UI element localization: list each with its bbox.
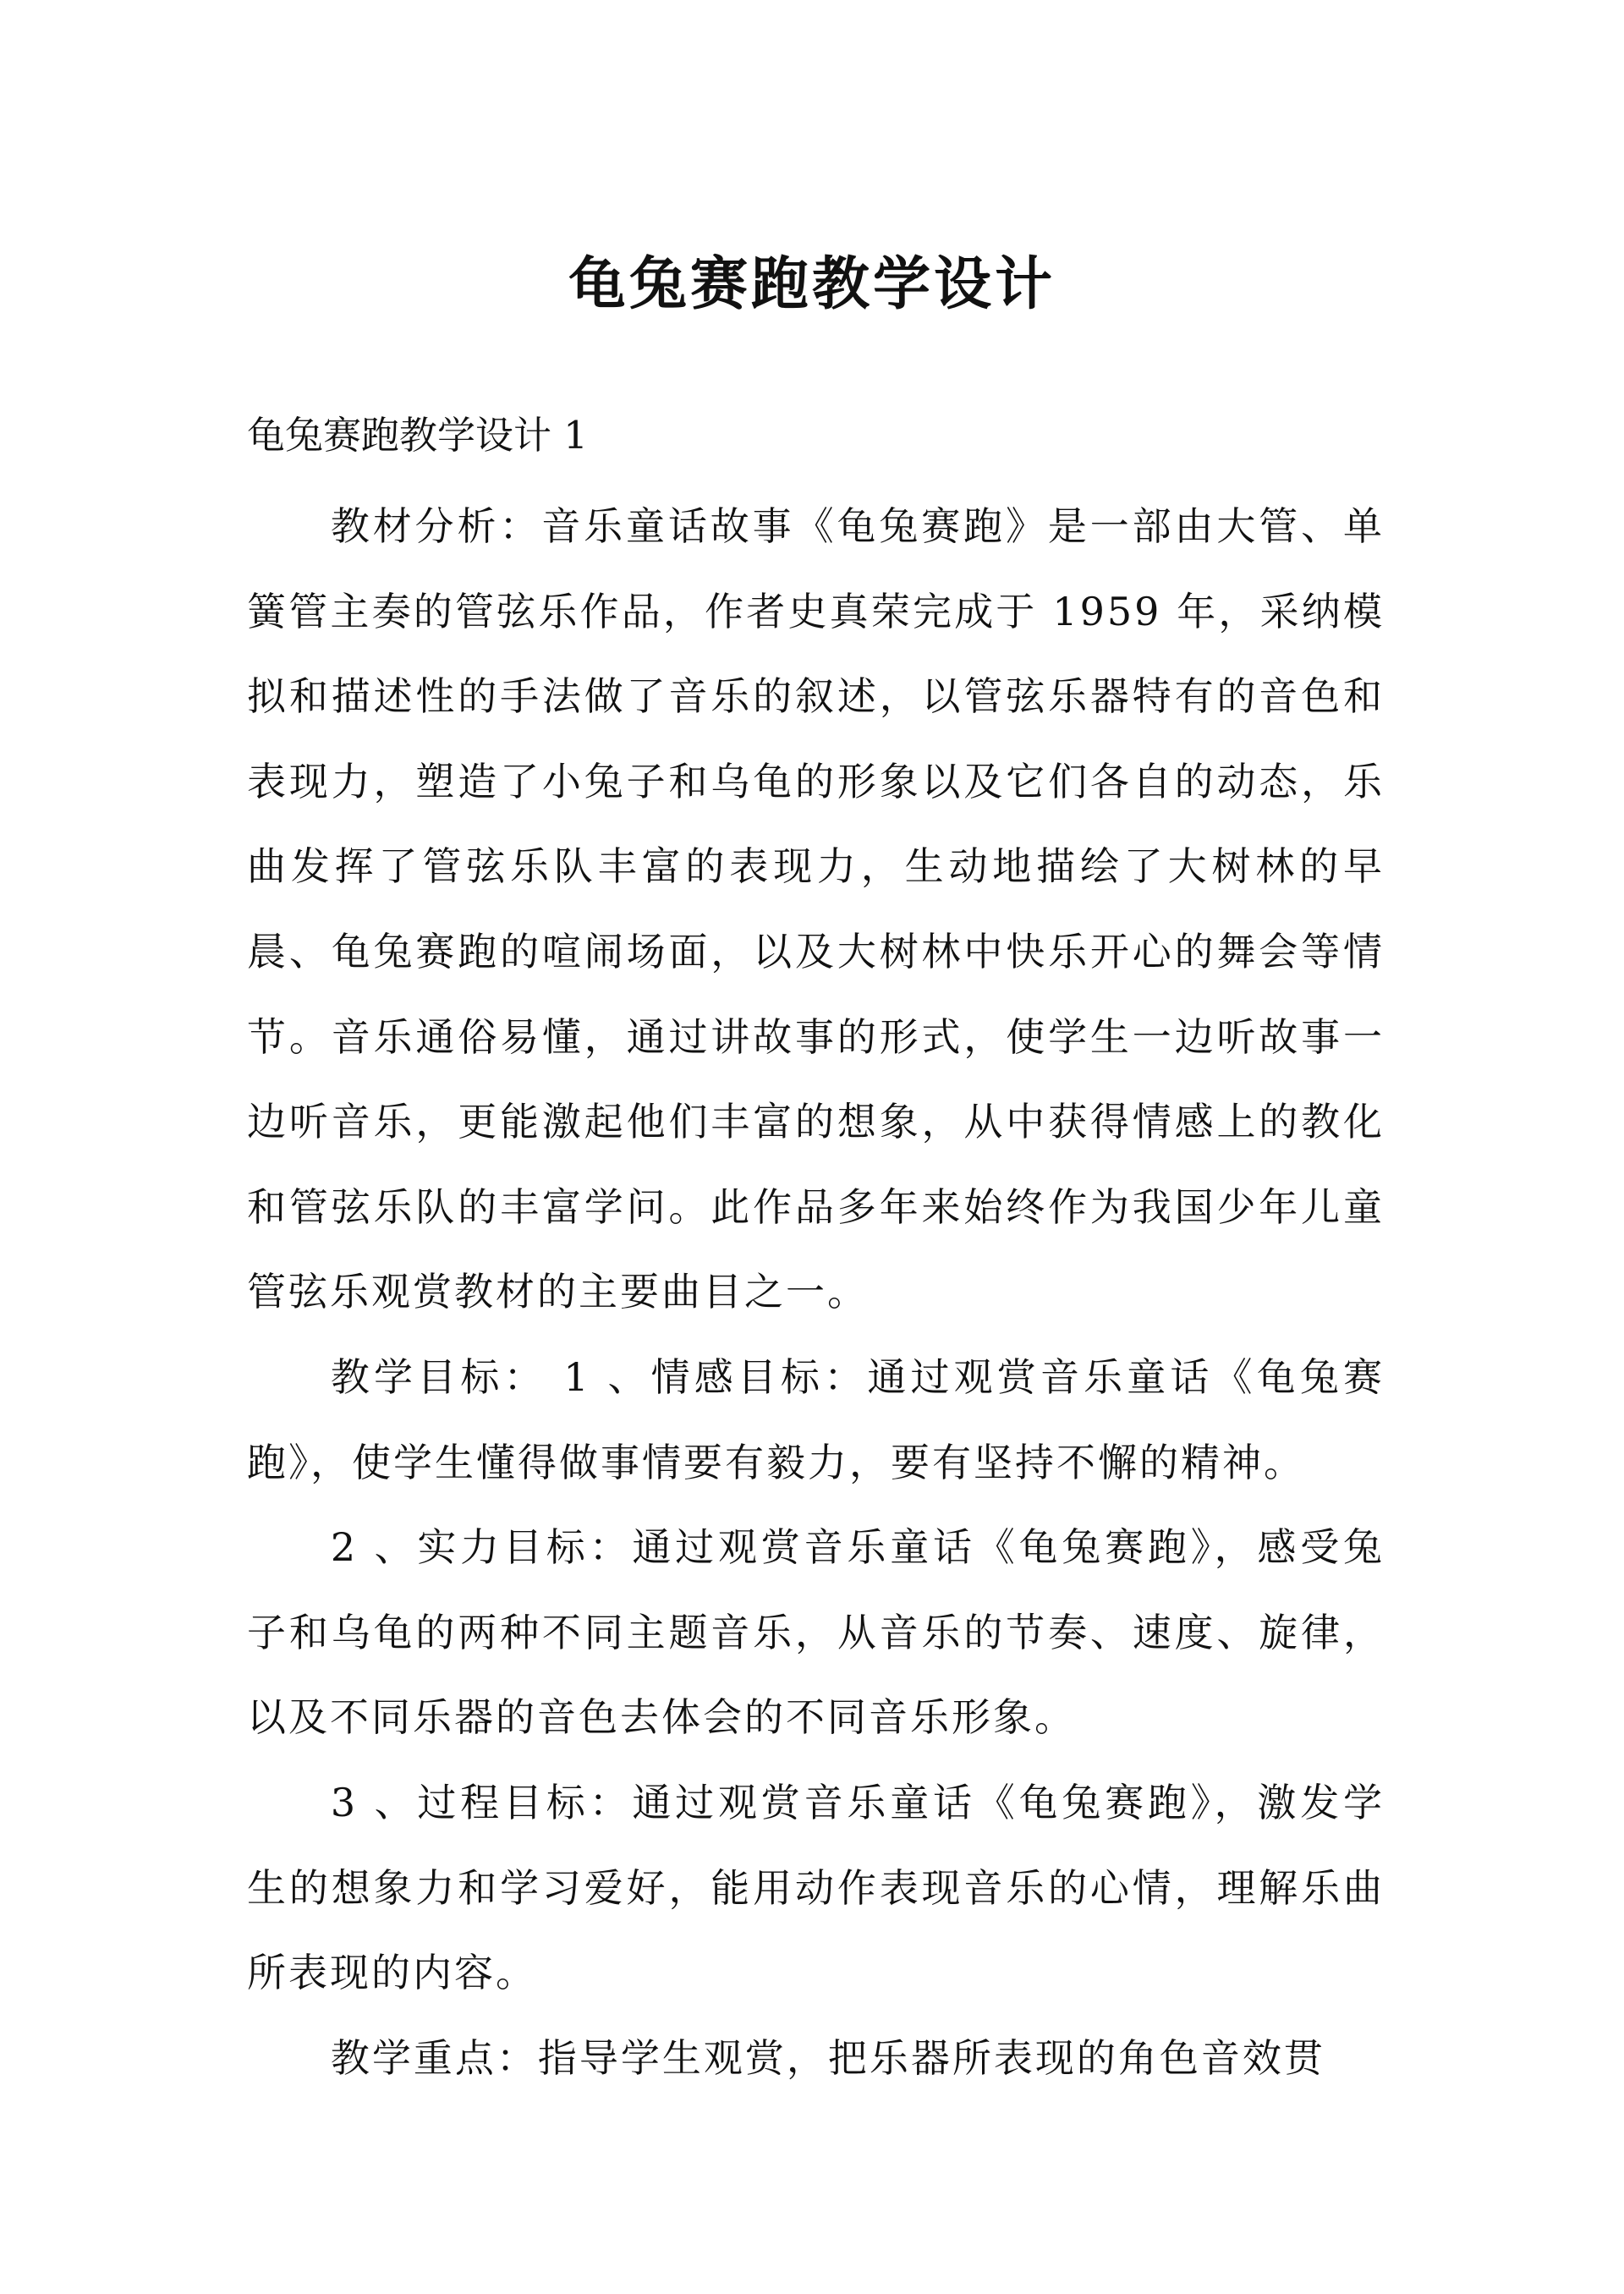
- paragraph-process-goal: 3 、过程目标：通过观赏音乐童话《龟兔赛跑》，激发学生的想象力和学习爱好，能用动作表现音乐的心情，理解乐曲所表现的内容。: [247, 1779, 1385, 1996]
- paragraph-ability-goal: 2 、实力目标：通过观赏音乐童话《龟兔赛跑》，感受兔子和乌龟的两种不同主题音乐，从音乐的节奏、速度、旋律，以及不同乐器的音色去体会的不同音乐形象。: [247, 1524, 1385, 1741]
- section-heading: 龟兔赛跑教学设计 1: [247, 413, 588, 458]
- paragraph-teaching-goals: 教学目标： 1 、情感目标：通过观赏音乐童话《龟兔赛跑》，使学生懂得做事情要有毅力，要有坚持不懈的精神。: [247, 1353, 1385, 1485]
- document-body: [247, 484, 1385, 2100]
- paragraph-teaching-focus: 教学重点：指导学生观赏，把乐器所表现的角色音效贯: [330, 2034, 1325, 2081]
- paragraph-material-analysis: 教材分析：音乐童话故事《龟兔赛跑》是一部由大管、单簧管主奏的管弦乐作品，作者史真荣完成于 1959 年，采纳模拟和描述性的手法做了音乐的叙述，以管弦乐器特有的音色和表现力，塑造了小兔子和乌龟的形象以及它们各自的动态，乐曲发挥了管弦乐队丰富的表现力，生动地描绘了大树林的早晨、龟兔赛跑的喧闹场面，以及大树林中快乐开心的舞会等情节。音乐通俗易懂，通过讲故事的形式，使学生一边听故事一边听音乐，更能激起他们丰富的想象，从中获得情感上的教化和管弦乐队的丰富学问。此作品多年来始终作为我国少年儿童管弦乐观赏教材的主要曲目之一。: [247, 503, 1385, 1315]
- document-title: 龟兔赛跑教学设计: [568, 250, 1056, 318]
